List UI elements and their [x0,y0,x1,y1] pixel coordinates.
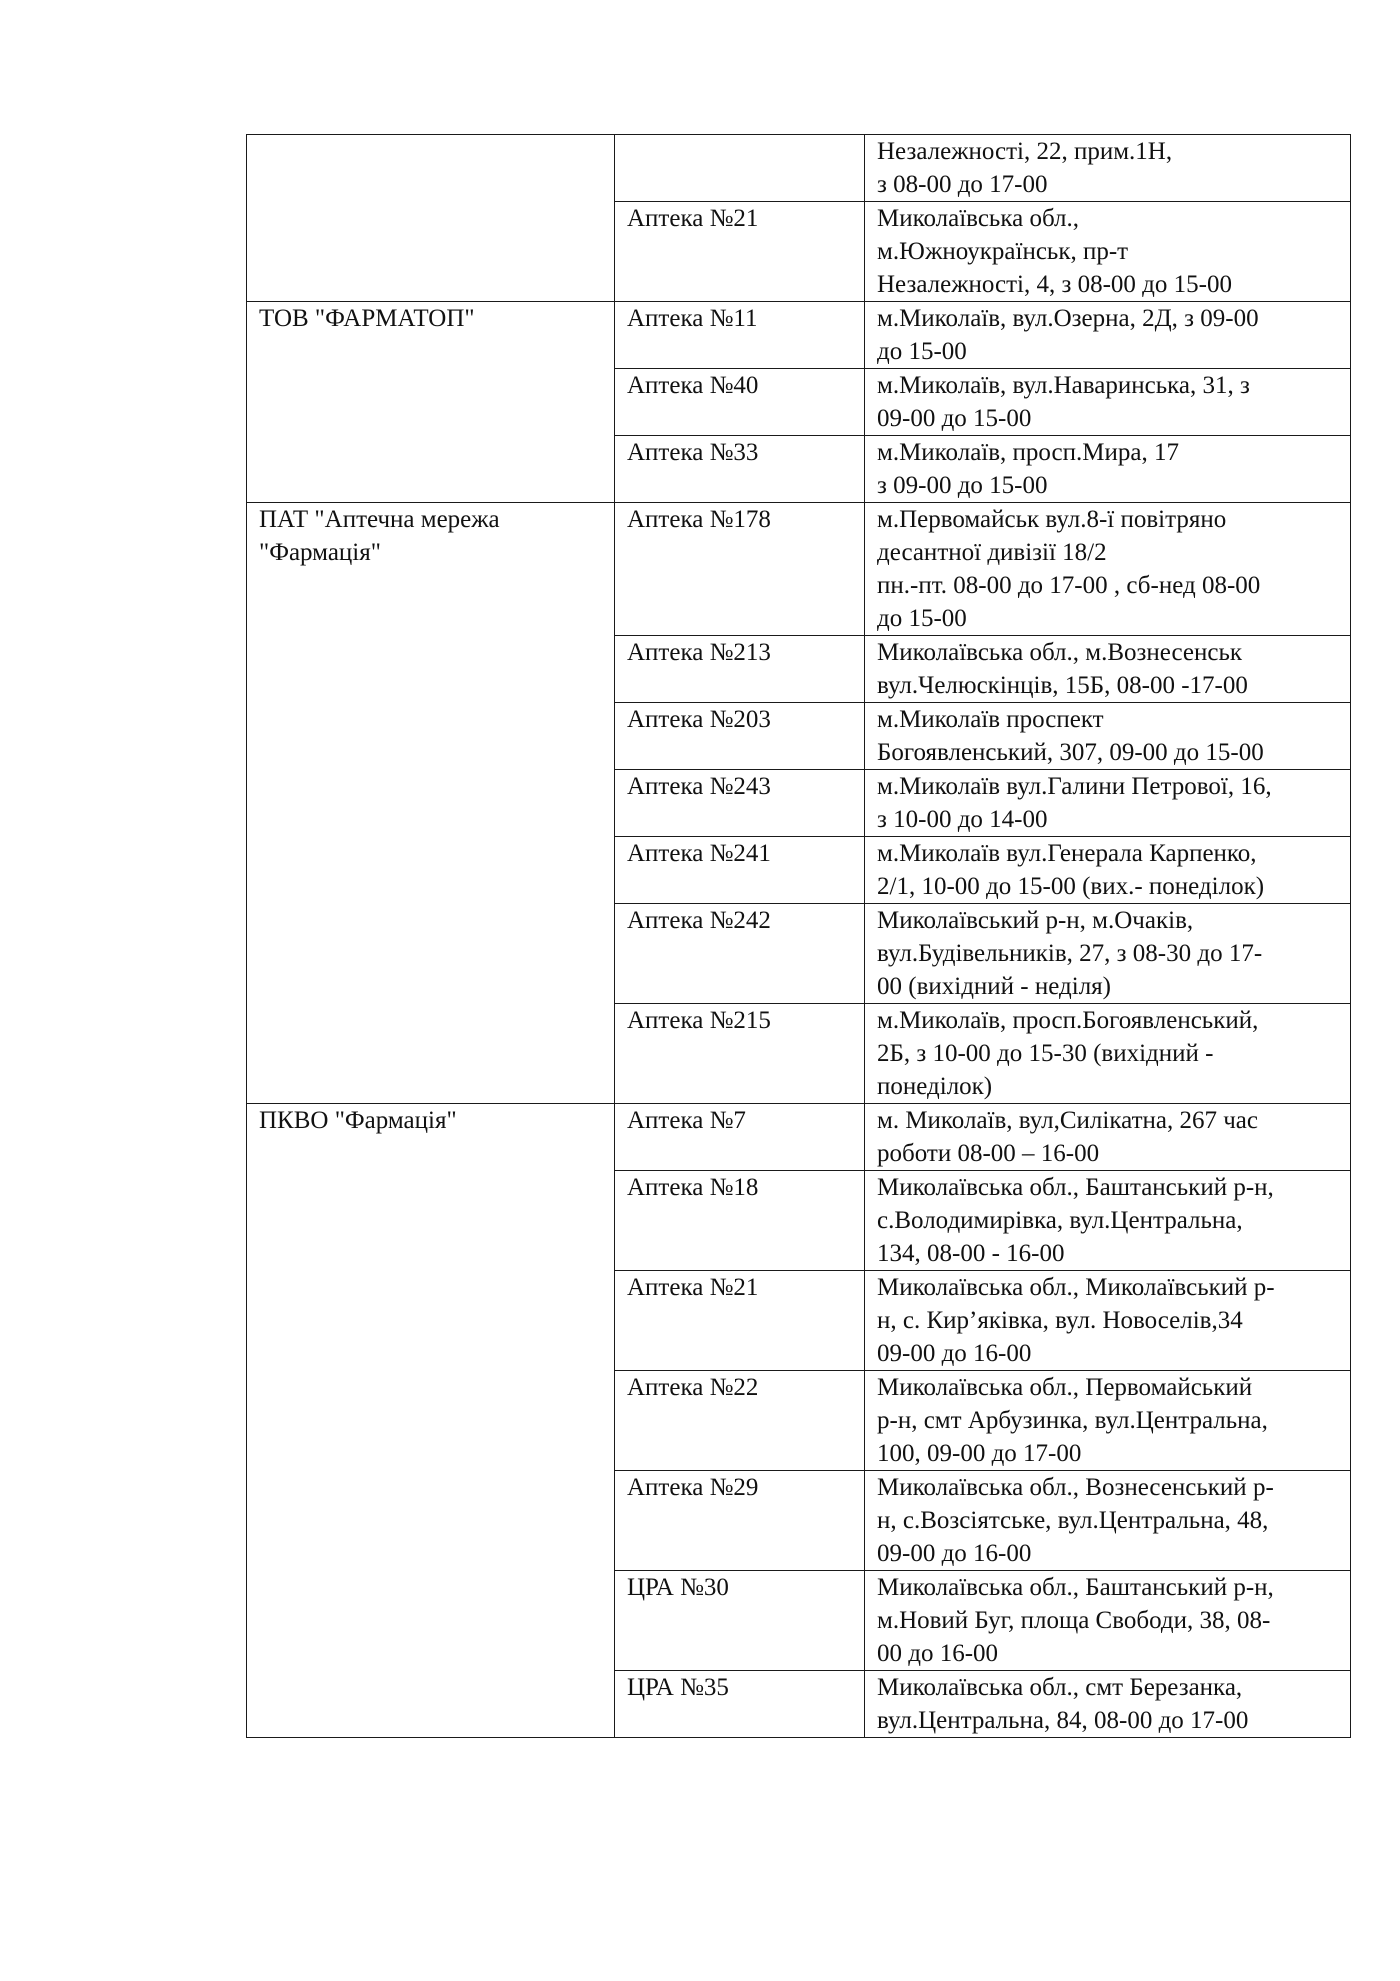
organization-cell [247,135,615,302]
address-cell: м.Миколаїв, вул.Наваринська, 31, з 09-00 до 15-00 [865,369,1351,436]
pharmacy-cell: Аптека №213 [615,636,865,703]
table-row [247,135,1351,202]
pharmacy-table [246,134,1351,1738]
pharmacy-cell: Аптека №40 [615,369,865,436]
table-row [247,503,1351,636]
table-row [247,1104,1351,1171]
address-cell: м.Миколаїв, просп.Мира, 17 з 09-00 до 15-00 [865,436,1351,503]
pharmacy-cell: Аптека №22 [615,1371,865,1471]
pharmacy-cell: Аптека №242 [615,904,865,1004]
address-cell: м.Миколаїв вул.Генерала Карпенко, 2/1, 10-00 до 15-00 (вих.- понеділок) [865,837,1351,904]
organization-cell: ТОВ "ФАРМАТОП" [247,302,615,503]
pharmacy-cell [615,135,865,202]
pharmacy-cell: Аптека №21 [615,202,865,302]
address-cell: Миколаївська обл., м.Южноукраїнськ, пр-т Незалежності, 4, з 08-00 до 15-00 [865,202,1351,302]
pharmacy-cell: ЦРА №35 [615,1671,865,1738]
pharmacy-cell: Аптека №241 [615,837,865,904]
address-cell: м.Миколаїв, просп.Богоявленський, 2Б, з 10-00 до 15-30 (вихідний - понеділок) [865,1004,1351,1104]
pharmacy-cell: Аптека №21 [615,1271,865,1371]
organization-cell: ПАТ "Аптечна мережа "Фармація" [247,503,615,1104]
address-cell: Незалежності, 22, прим.1Н, з 08-00 до 17-00 [865,135,1351,202]
pharmacy-cell: Аптека №243 [615,770,865,837]
table-row [247,302,1351,369]
pharmacy-cell: ЦРА №30 [615,1571,865,1671]
pharmacy-cell: Аптека №203 [615,703,865,770]
pharmacy-cell: Аптека №29 [615,1471,865,1571]
pharmacy-cell: Аптека №178 [615,503,865,636]
pharmacy-cell: Аптека №18 [615,1171,865,1271]
address-cell: Миколаївська обл., Вознесенський р- н, с.Возсіятське, вул.Центральна, 48, 09-00 до 16-00 [865,1471,1351,1571]
address-cell: Миколаївська обл., Первомайський р-н, смт Арбузинка, вул.Центральна, 100, 09-00 до 17-00 [865,1371,1351,1471]
pharmacy-cell: Аптека №215 [615,1004,865,1104]
address-cell: м.Миколаїв проспект Богоявленський, 307, 09-00 до 15-00 [865,703,1351,770]
address-cell: м.Миколаїв, вул.Озерна, 2Д, з 09-00 до 15-00 [865,302,1351,369]
pharmacy-cell: Аптека №11 [615,302,865,369]
address-cell: Миколаївська обл., м.Вознесенськ вул.Челюскінців, 15Б, 08-00 -17-00 [865,636,1351,703]
pharmacy-cell: Аптека №33 [615,436,865,503]
address-cell: Миколаївська обл., Баштанський р-н, с.Володимирівка, вул.Центральна, 134, 08-00 - 16-00 [865,1171,1351,1271]
pharmacy-cell: Аптека №7 [615,1104,865,1171]
address-cell: м.Миколаїв вул.Галини Петрової, 16, з 10-00 до 14-00 [865,770,1351,837]
address-cell: м. Миколаїв, вул,Силікатна, 267 час роботи 08-00 – 16-00 [865,1104,1351,1171]
address-cell: Миколаївський р-н, м.Очаків, вул.Будівельників, 27, з 08-30 до 17- 00 (вихідний - неділя) [865,904,1351,1004]
organization-cell: ПКВО "Фармація" [247,1104,615,1738]
address-cell: Миколаївська обл., Миколаївський р- н, с. Кир’яківка, вул. Новоселів,34 09-00 до 16-00 [865,1271,1351,1371]
pharmacy-table-body [247,135,1351,1738]
address-cell: Миколаївська обл., смт Березанка, вул.Центральна, 84, 08-00 до 17-00 [865,1671,1351,1738]
address-cell: м.Первомайськ вул.8-ї повітряно десантної дивізії 18/2 пн.-пт. 08-00 до 17-00 , сб-нед 08-00 до 15-00 [865,503,1351,636]
address-cell: Миколаївська обл., Баштанський р-н, м.Новий Буг, площа Свободи, 38, 08- 00 до 16-00 [865,1571,1351,1671]
